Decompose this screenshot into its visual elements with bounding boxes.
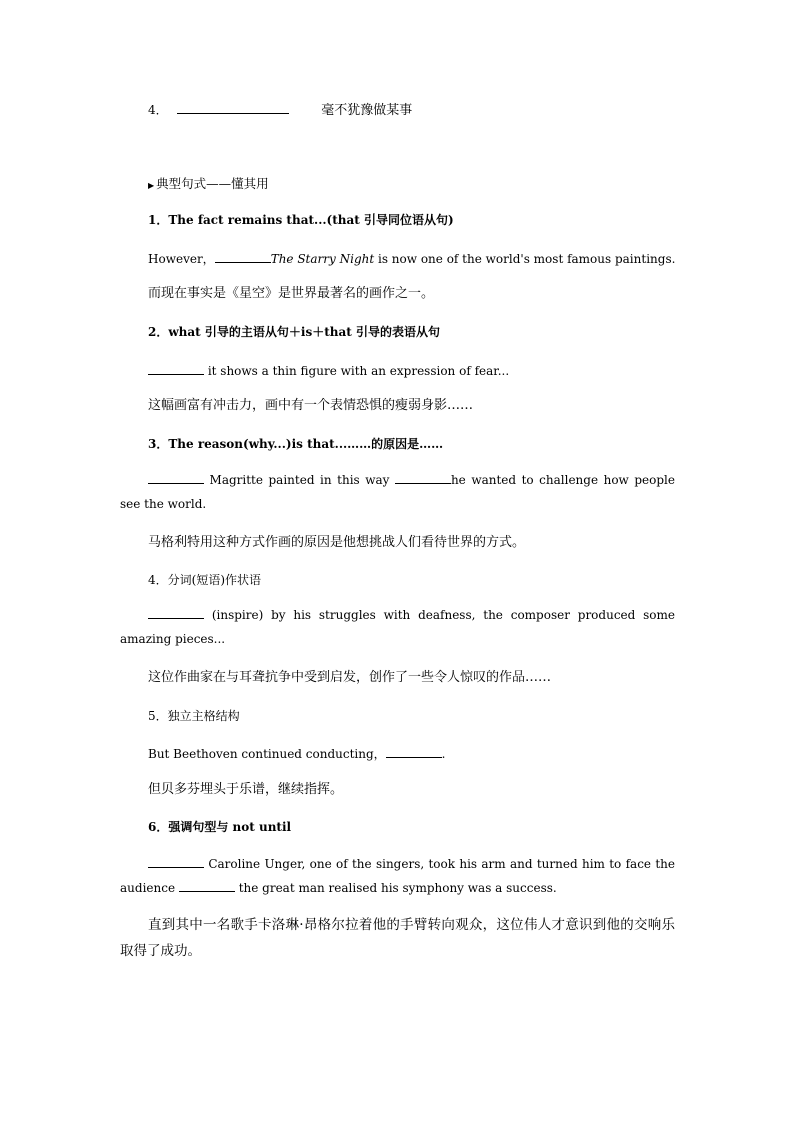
sentence-text: Magritte painted in this way (204, 473, 395, 487)
triangle-bullet-icon: ▶ (148, 181, 155, 190)
pattern-heading-4: 4．分词(短语)作状语 (148, 573, 261, 587)
answer-blank[interactable] (148, 855, 204, 868)
painting-title: The Starry Night (270, 252, 375, 266)
example-en-4 (120, 603, 675, 651)
answer-blank[interactable] (148, 606, 204, 619)
example-cn-2: 这幅画富有冲击力，画中有一个表情恐惧的瘦弱身影…… (148, 398, 474, 413)
section-title-text: 典型句式——懂其用 (156, 176, 269, 191)
vocab-item-4 (148, 101, 412, 119)
answer-blank[interactable] (179, 879, 235, 892)
example-cn-4: 这位作曲家在与耳聋抗争中受到启发，创作了一些令人惊叹的作品…… (148, 670, 552, 685)
pattern-heading-1: 1．The fact remains that...(that 引导同位语从句) (148, 213, 454, 227)
sentence-text: is now one of the world's most famous paintings. (374, 252, 676, 266)
answer-blank[interactable] (395, 471, 451, 484)
sentence-text: Caroline Unger, one of the singers, took his arm and turned him to face the audience (120, 857, 675, 895)
pattern-heading-6: 6．强调句型与 not until (148, 820, 292, 834)
example-en-2 (148, 362, 509, 379)
answer-blank[interactable] (148, 362, 204, 375)
section-title (148, 176, 269, 194)
answer-blank[interactable] (177, 101, 289, 114)
example-en-6 (120, 852, 675, 900)
example-cn-3: 马格利特用这种方式作画的原因是他想挑战人们看待世界的方式。 (148, 535, 526, 550)
example-en-5 (148, 745, 446, 762)
pattern-heading-2: 2．what 引导的主语从句＋is＋that 引导的表语从句 (148, 325, 440, 339)
answer-blank[interactable] (386, 745, 442, 758)
answer-blank[interactable] (215, 250, 271, 263)
sentence-text: the great man realised his symphony was a success. (234, 881, 557, 895)
example-cn-1: 而现在事实是《星空》是世界最著名的画作之一。 (148, 286, 435, 301)
pattern-heading-3: 3．The reason(why...)is that...……的原因是…… (148, 437, 444, 451)
sentence-text: it shows a thin figure with an expression of fear... (204, 364, 510, 378)
sentence-text: (inspire) by his struggles with deafness, the composer produced some amazing pieces... (120, 608, 675, 646)
example-cn-6: 直到其中一名歌手卡洛琳·昂格尔拉着他的手臂转向观众，这位伟人才意识到他的交响乐取得了成功。 (120, 917, 675, 959)
pattern-heading-5: 5．独立主格结构 (148, 709, 240, 723)
example-en-3 (120, 468, 675, 516)
sentence-text: . (441, 747, 446, 761)
example-en-1 (148, 250, 675, 267)
example-cn-5: 但贝多芬埋头于乐谱，继续指挥。 (148, 782, 344, 797)
sentence-text: However， (148, 252, 215, 266)
sentence-text: he wanted to challenge how people see the world. (120, 473, 675, 511)
item-meaning: 毫不犹豫做某事 (321, 103, 413, 118)
sentence-text: But Beethoven continued conducting， (148, 747, 386, 761)
item-number: 4． (148, 103, 168, 117)
answer-blank[interactable] (148, 471, 204, 484)
